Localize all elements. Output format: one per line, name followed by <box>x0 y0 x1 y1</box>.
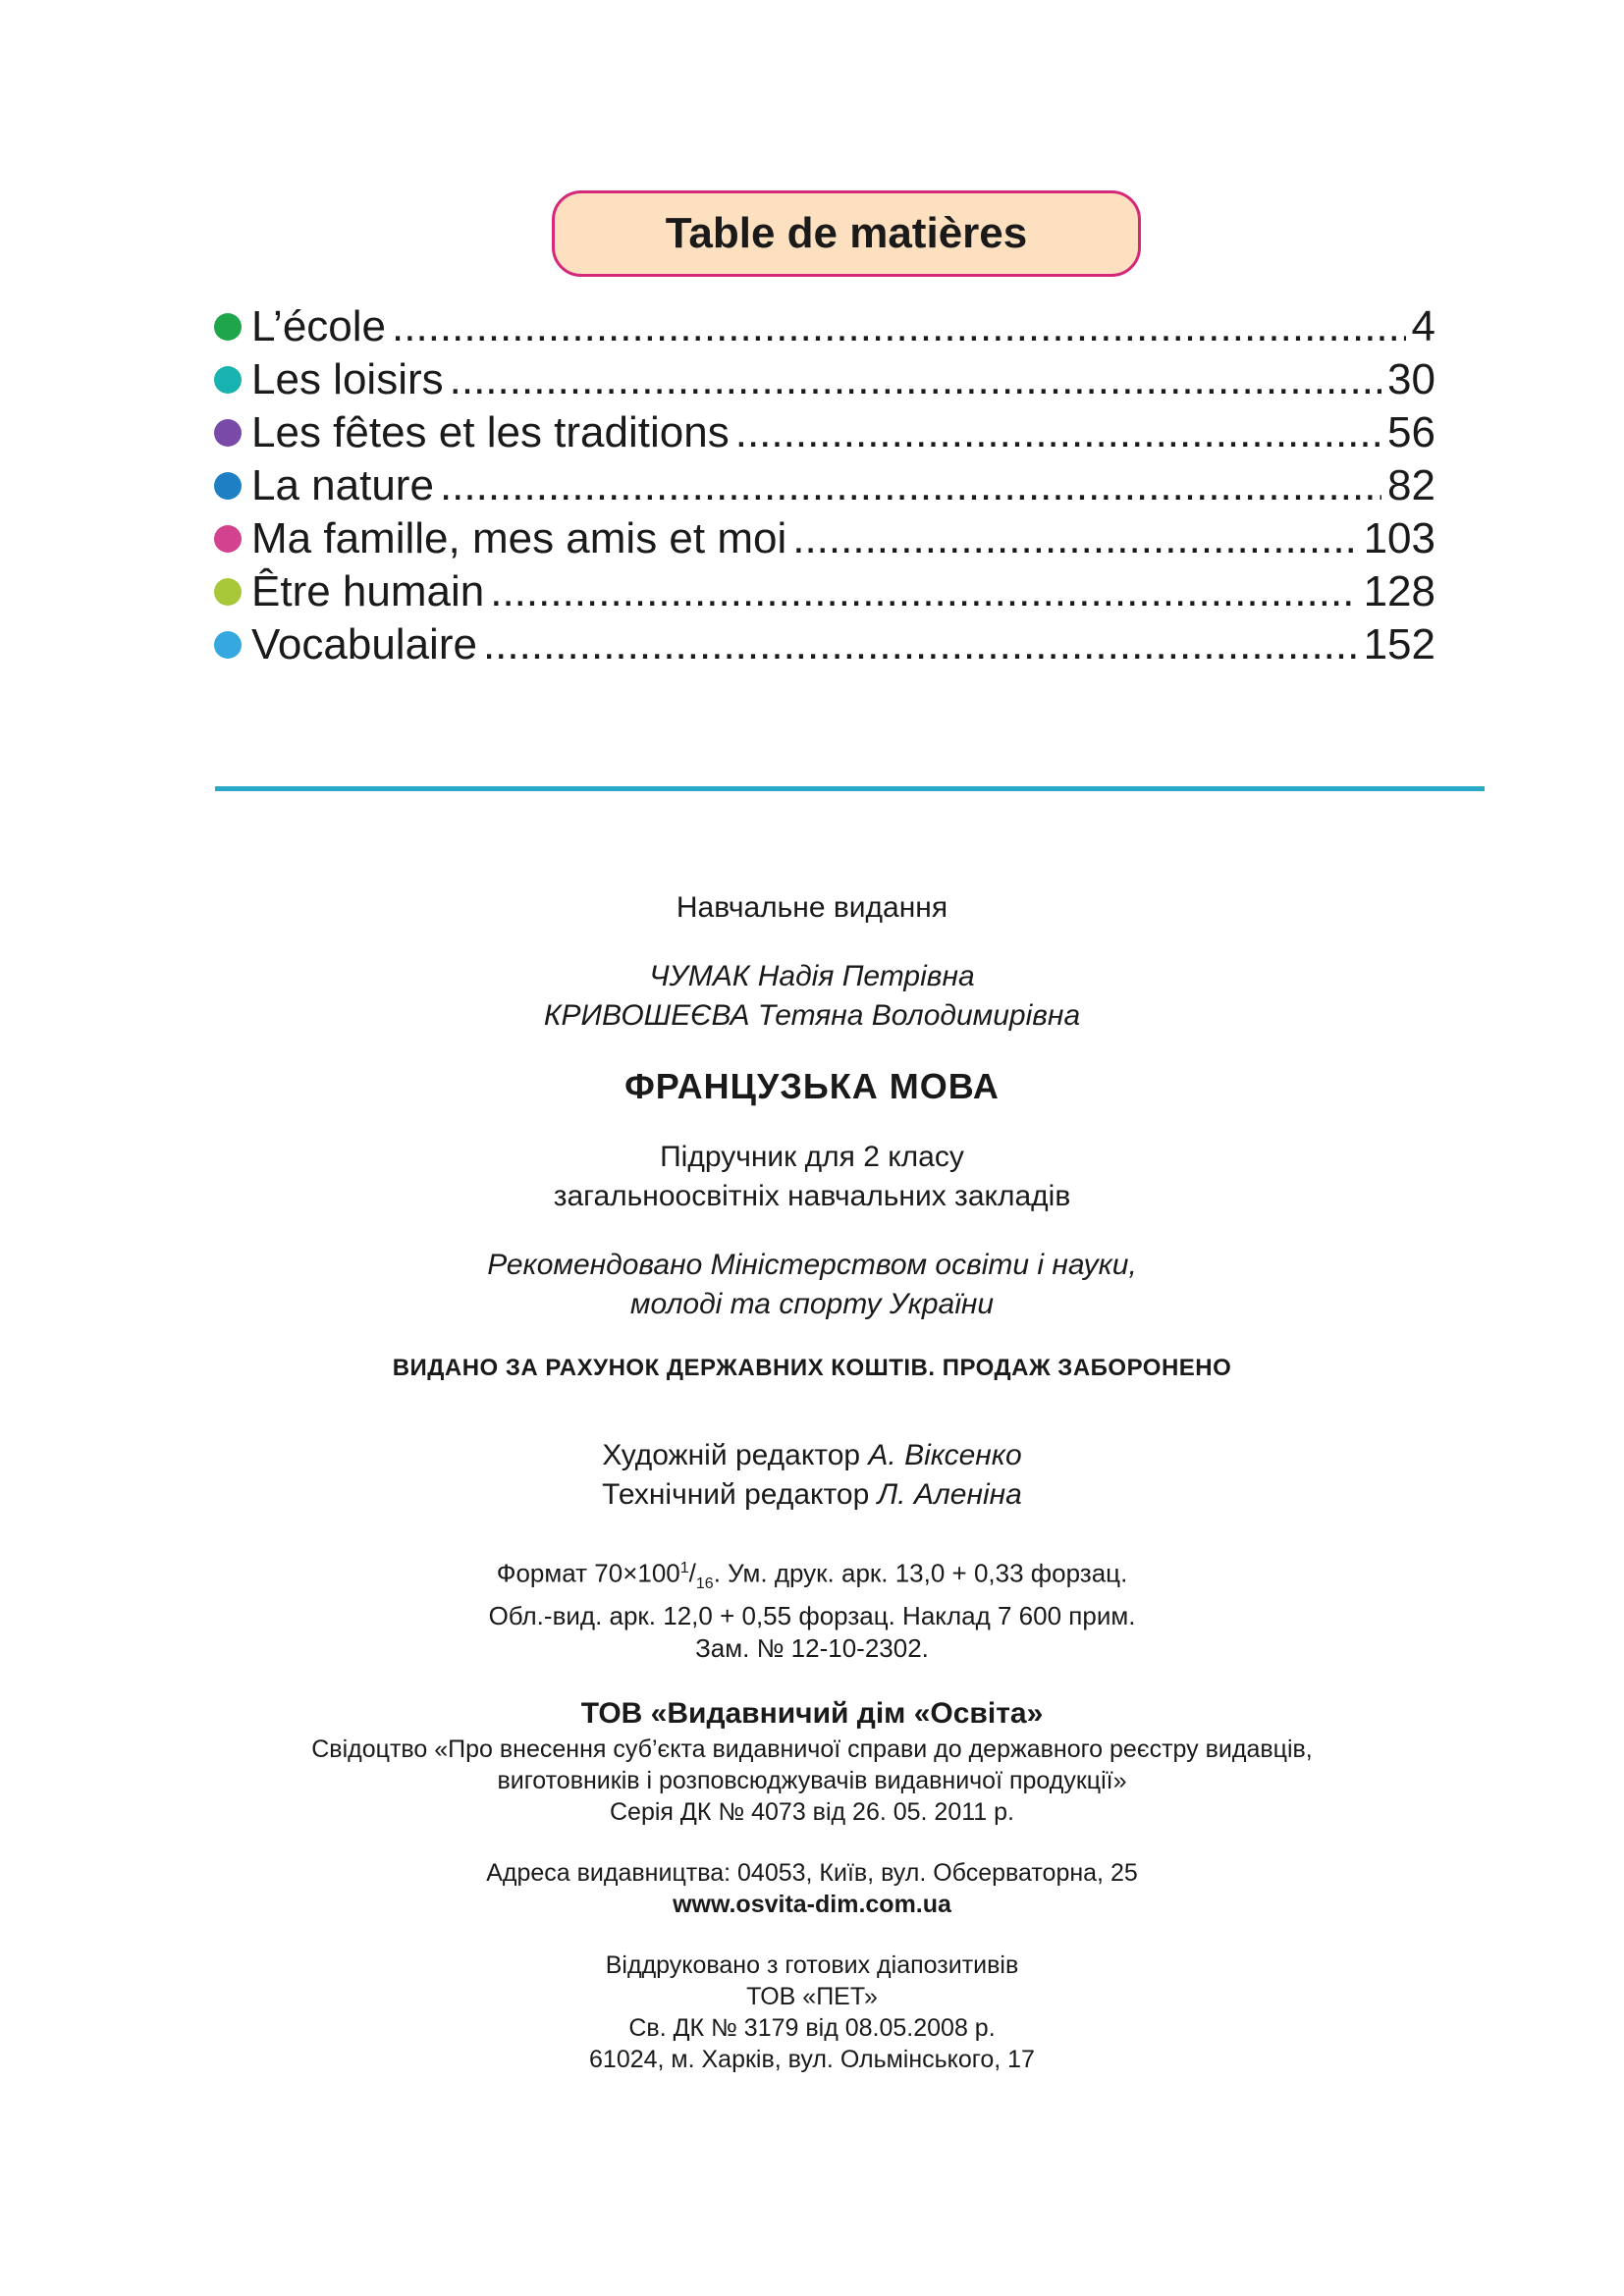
recommended-1: Рекомендовано Міністерством освіти і науки, <box>487 1249 1137 1281</box>
bullet-dot-icon <box>214 472 242 500</box>
author-2: КРИВОШЕЄВА Тетяна Володимирівна <box>543 999 1081 1032</box>
certificate-2: виготовників і розповсюджувачів видавничої продукції» <box>497 1766 1127 1794</box>
toc-item[interactable] <box>214 353 1435 406</box>
dot-leader <box>490 565 1357 618</box>
dot-leader <box>450 353 1381 406</box>
art-editor-role: Художній редактор <box>602 1439 861 1471</box>
art-editor <box>0 1436 1624 1475</box>
toc-item-label: Les loisirs <box>251 355 444 403</box>
recommended-2: молоді та спорту України <box>629 1288 995 1320</box>
toc-item[interactable] <box>214 406 1435 459</box>
bullet-dot-icon <box>214 419 242 447</box>
toc-item-label: Les fêtes et les traditions <box>251 408 730 456</box>
toc-item-page: 4 <box>1411 302 1435 350</box>
imprint-block <box>0 888 1624 2075</box>
toc-item-page: 30 <box>1387 355 1435 403</box>
section-divider <box>215 786 1485 791</box>
toc-item-page: 152 <box>1363 620 1435 668</box>
toc-item-label: Être humain <box>251 567 485 615</box>
author-1: ЧУМАК Надія Петрівна <box>649 960 975 992</box>
publisher-name: ТОВ «Видавничий дім «Освіта» <box>580 1696 1044 1730</box>
printer-2: ТОВ «ПЕТ» <box>746 1982 878 2010</box>
tech-editor <box>0 1475 1624 1515</box>
toc-item-label: Ma famille, mes amis et moi <box>251 514 787 562</box>
format-sup: 1 <box>679 1560 689 1576</box>
printer-3: Св. ДК № 3179 від 08.05.2008 р. <box>628 2013 996 2042</box>
toc-item[interactable] <box>214 512 1435 565</box>
toc-item[interactable] <box>214 459 1435 512</box>
toc-item-label: La nature <box>251 461 434 509</box>
format-line-2: Обл.-вид. арк. 12,0 + 0,55 форзац. Наклад 7 600 прим. <box>488 1600 1136 1630</box>
subtitle-1: Підручник для 2 класу <box>660 1141 964 1173</box>
bullet-dot-icon <box>214 313 242 341</box>
toc-title: Table de matières <box>665 209 1028 257</box>
printer-1: Віддруковано з готових діапозитивів <box>605 1950 1019 1979</box>
certificate-3: Серія ДК № 4073 від 26. 05. 2011 р. <box>610 1797 1014 1826</box>
format-suffix: . Ум. друк. арк. 13,0 + 0,33 форзац. <box>713 1558 1128 1588</box>
subtitle-2: загальноосвітніх навчальних закладів <box>553 1180 1071 1212</box>
toc-item-label: L’école <box>251 302 387 350</box>
dot-leader <box>792 512 1357 565</box>
publisher-address: Адреса видавництва: 04053, Київ, вул. Обсерваторна, 25 <box>486 1858 1138 1887</box>
format-line-3: Зам. № 12-10-2302. <box>695 1632 929 1663</box>
toc-item[interactable] <box>214 300 1435 353</box>
toc-item-page: 103 <box>1363 514 1435 562</box>
toc-item[interactable] <box>214 565 1435 618</box>
bullet-dot-icon <box>214 525 242 553</box>
toc-list <box>214 300 1435 671</box>
bullet-dot-icon <box>214 631 242 659</box>
dot-leader <box>392 300 1406 353</box>
dot-leader <box>483 618 1358 671</box>
toc-title-box <box>552 190 1141 277</box>
dot-leader <box>735 406 1381 459</box>
funding-notice: ВИДАНО ЗА РАХУНОК ДЕРЖАВНИХ КОШТІВ. ПРОДАЖ ЗАБОРОНЕНО <box>392 1355 1232 1381</box>
toc-item-label: Vocabulaire <box>251 620 477 668</box>
format-sub: 16 <box>695 1575 714 1592</box>
tech-editor-role: Технічний редактор <box>602 1478 870 1511</box>
certificate-1: Свідоцтво «Про внесення суб’єкта видавничої справи до державного реєстру видавців, <box>311 1735 1313 1763</box>
art-editor-name: А. Віксенко <box>868 1439 1022 1471</box>
toc-item[interactable] <box>214 618 1435 671</box>
bullet-dot-icon <box>214 366 242 394</box>
book-title: ФРАНЦУЗЬКА МОВА <box>624 1066 1000 1106</box>
publisher-website[interactable]: www.osvita-dim.com.ua <box>673 1890 951 1918</box>
edition-type: Навчальне видання <box>676 891 948 924</box>
toc-item-page: 128 <box>1363 567 1435 615</box>
dot-leader <box>440 459 1381 512</box>
format-prefix: Формат 70×100 <box>496 1558 680 1588</box>
printer-4: 61024, м. Харків, вул. Ольмінського, 17 <box>589 2045 1035 2073</box>
tech-editor-name: Л. Аленіна <box>877 1478 1022 1511</box>
toc-item-page: 56 <box>1387 408 1435 456</box>
toc-item-page: 82 <box>1387 461 1435 509</box>
format-line-1: Формат $70\times 100^1/_{16}$. Ум. друк. арк. 13,0 + 0,33 форзац. <box>496 1558 1128 1592</box>
bullet-dot-icon <box>214 578 242 606</box>
